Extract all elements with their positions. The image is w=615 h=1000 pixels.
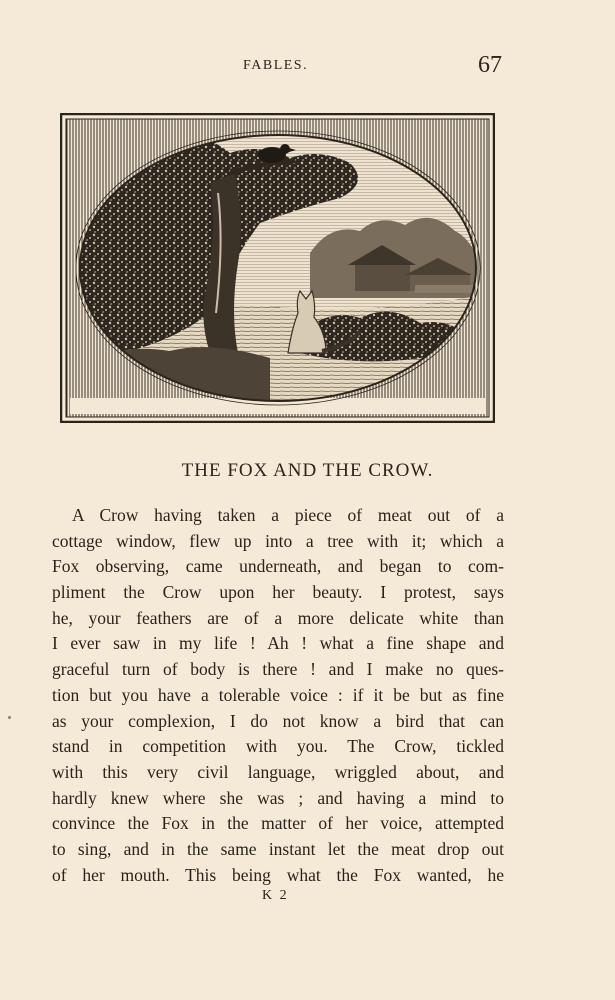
text-line: he, your feathers are of a more delicate white than: [52, 607, 504, 628]
wood-engraving-illustration: [60, 113, 495, 423]
text-line: stand in competition with you. The Crow, tickled: [52, 736, 504, 757]
page-number: 67: [478, 52, 502, 78]
text-line: with this very civil language, wriggled about, and: [52, 761, 504, 782]
text-line: as your complexion, I do not know a bird that can: [52, 710, 504, 731]
text-line: to sing, and in the same instant let the meat drop out: [52, 838, 504, 859]
signature-mark: K 2: [262, 888, 289, 903]
fable-title: THE FOX AND THE CROW.: [181, 460, 434, 481]
text-line: hardly knew where she was ; and having a mind to: [52, 787, 504, 808]
text-line: pliment the Crow upon her beauty. I protest, says: [52, 582, 504, 603]
text-line: A Crow having taken a piece of meat out of a: [72, 505, 504, 525]
margin-speck: [8, 716, 11, 719]
text-line: cottage window, flew up into a tree with it; which a: [52, 530, 504, 551]
text-line: Fox observing, came underneath, and began to com-: [52, 556, 504, 577]
text-line: convince the Fox in the matter of her voice, attempted: [52, 813, 504, 834]
fox-and-crow-engraving: [60, 113, 495, 423]
fable-text: [52, 503, 504, 888]
running-title: FABLES.: [243, 58, 309, 73]
text-line: graceful turn of body is there ! and I make no ques-: [52, 659, 504, 680]
running-head: [0, 52, 615, 80]
text-line: I ever saw in my life ! Ah ! what a fine shape and: [52, 633, 504, 654]
text-line: tion but you have a tolerable voice : if it be but as fine: [52, 684, 504, 705]
text-line: of her mouth. This being what the Fox wanted, he: [52, 864, 504, 885]
